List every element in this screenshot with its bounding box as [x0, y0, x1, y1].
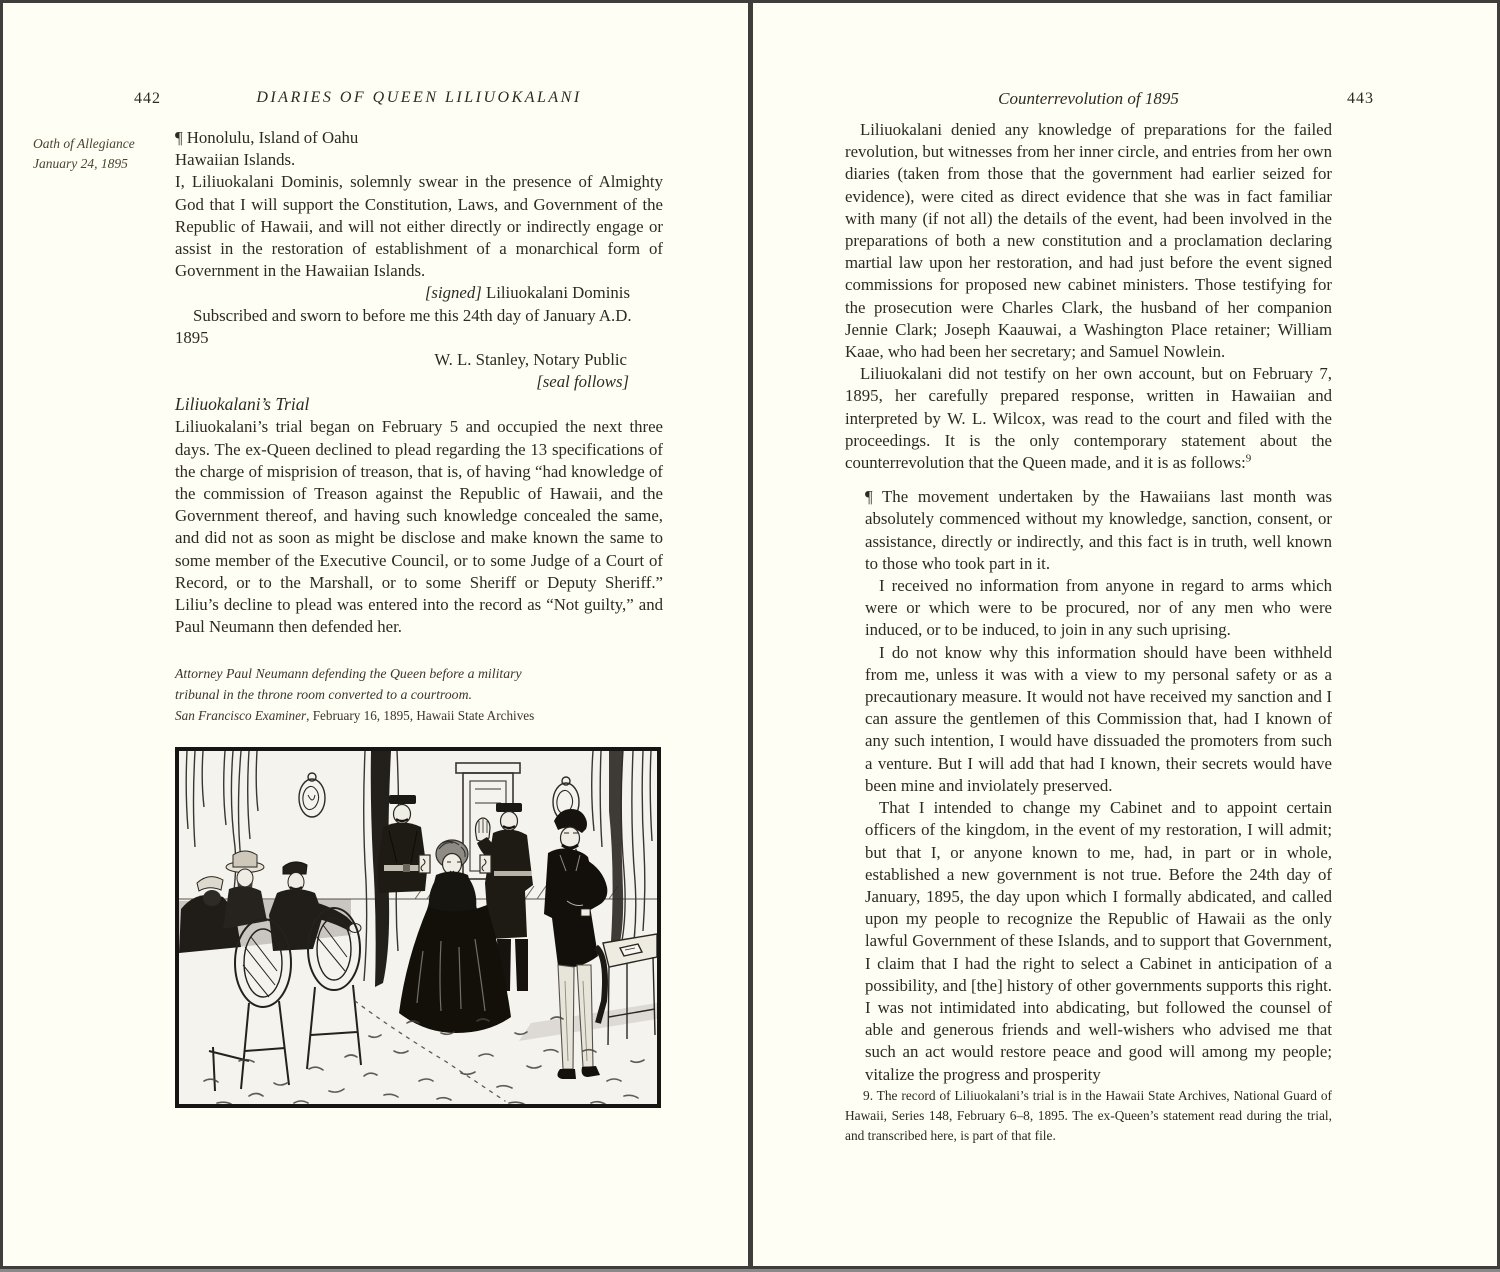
- queen-statement-blockquote: [865, 486, 1332, 1085]
- left-text-column: [175, 127, 663, 1108]
- courtroom-illustration: [179, 751, 657, 1104]
- footnote-9: 9. The record of Liliuokalani’s trial is in the Hawaii State Archives, National Guard of Hawaii, Series 148, February 6–8, 1895. The ex-Queen’s statement read during the trial, and transcribed here, is part of that file.: [845, 1087, 1332, 1143]
- quote-paragraph-1: ¶ The movement undertaken by the Hawaiians last month was absolutely commenced without my knowledge, sanction, consent, or assistance, directly or indirectly, and this fact is in truth, well known to those who took part in it.: [865, 487, 1332, 573]
- caption-line2: tribunal in the throne room converted to a courtroom.: [175, 687, 472, 703]
- oath-address-line2: Hawaiian Islands.: [175, 150, 296, 170]
- page-number-left: 442: [134, 90, 161, 107]
- signed-name: Liliuokalani Dominis: [481, 283, 630, 303]
- page-gutter-divider: [748, 3, 753, 1266]
- right-text-column: [845, 119, 1332, 1146]
- section-heading-trial: Liliuokalani’s Trial: [175, 394, 310, 415]
- notary-line: W. L. Stanley, Notary Public: [434, 350, 627, 370]
- body-paragraph-1: Liliuokalani denied any knowledge of preparations for the failed revolution, but witnesses from her inner circle, and entries from her own diaries (taken from those that the government had earlier seized for evidence), were cited as direct evidence that she was in fact familiar with many (if not all) the details of the event, had been involved in the preparations of both a new constitution and a proclamation declaring martial law upon her restoration, and had just before the event signed commissions for proposed new cabinet ministers. Those testifying for the prosecution were Charles Clark, the husband of her companion Jennie Clark; Joseph Kaauwai, a Washington Place retainer; William Kaae, who had been her secretary; and Samuel Nowlein.: [845, 120, 1332, 362]
- seal-line: [seal follows]: [536, 372, 629, 392]
- trial-paragraph: Liliuokalani’s trial began on February 5 and occupied the next three days. The ex-Queen declined to plead regarding the 13 specifications of the charge of misprision of treason, that is, of having “had knowledge of the commission of Treason against the Republic of Hawaii, and the Government thereof, and having such knowledge concealed the same, and did not as soon as might be disclose and make known the same to some member of the Executive Council, or to some Judge of a Court of Record, or to the Marshall, or to some Sheriff or Deputy Sheriff.” Liliu’s decline to plead was entered into the record as “Not guilty,” and Paul Neumann then defended her.: [175, 417, 663, 637]
- subscribed-line: Subscribed and sworn to before me this 24th day of January A.D. 1895: [175, 305, 632, 347]
- running-header-right: Counterrevolution of 1895: [998, 89, 1179, 108]
- caption-source: [175, 705, 663, 726]
- running-header-left: DIARIES OF QUEEN LILIUOKALANI: [256, 89, 582, 106]
- right-page: [753, 3, 1500, 1272]
- caption-source-rest: , February 16, 1895, Hawaii State Archives: [306, 708, 535, 724]
- signed-line: [175, 282, 663, 304]
- margin-note-line2: January 24, 1895: [33, 156, 128, 171]
- courtroom-illustration-frame: [175, 747, 661, 1108]
- oath-paragraph: I, Liliuokalani Dominis, solemnly swear in the presence of Almighty God that I will support the Constitution, Laws, and Government of the Republic of Hawaii, and will not either directly or indirectly engage or assist in the restoration of establishment of a monarchical form of Government in the Hawaiian Islands.: [175, 172, 663, 281]
- caption-line1: Attorney Paul Neumann defending the Queen before a military: [175, 666, 522, 682]
- footnote-reference: 9: [1245, 452, 1252, 465]
- illustration-caption: [175, 663, 663, 726]
- body-paragraph-2-text: Liliuokalani did not testify on her own account, but on February 7, 1895, her carefully prepared response, written in Hawaiian and interpreted by W. L. Wilcox, was read to the court and filed with the proceedings. It is the only contemporary statement about the counterrevolution that the Queen made, and it is as follows:: [845, 364, 1332, 473]
- caption-source-title: San Francisco Examiner: [175, 708, 307, 724]
- quote-paragraph-4: That I intended to change my Cabinet and to appoint certain officers of the kingdom, in the event of my restoration, I will admit; but that I, or anyone known to me, had, in part or in whole, established a new government is not true. Before the 24th day of January, 1895, the day upon which I formally abdicated, and called upon my people to recognize the Republic of Hawaii as the only lawful Government of these Islands, and to support that Government, I claim that I had the right to select a Cabinet in anticipation of a possibility, and [the] history of other governments supports this right. I was not intimidated into abdicating, but followed the counsel of able and generous friends and well-wishers who advised me that such an act would restore peace and good will among my people; vitalize the progress and prosperity: [865, 798, 1332, 1084]
- margin-note: [33, 134, 153, 174]
- page-number-right: 443: [1347, 90, 1374, 107]
- left-page: [3, 3, 748, 1272]
- quote-paragraph-3: I do not know why this information should have been withheld from me, unless it was with a view to my personal safety or as a precautionary measure. It would not have received my sanction and I can assure the gentlemen of this Commission that, had I known of any such intention, I would have dissuaded the promoters from such a venture. But I will add that had I known, their secrets would have been mine and inviolately preserved.: [865, 642, 1332, 795]
- oath-address-line1: ¶ Honolulu, Island of Oahu: [175, 128, 359, 147]
- signed-tag: [signed]: [424, 283, 482, 303]
- body-paragraph-2: [845, 363, 1332, 474]
- quote-paragraph-2: I received no information from anyone in regard to arms which were or which were to be procured, nor of any men who were induced, or to be induced, to join in any such uprising.: [865, 576, 1332, 640]
- margin-note-line1: Oath of Allegiance: [33, 136, 135, 151]
